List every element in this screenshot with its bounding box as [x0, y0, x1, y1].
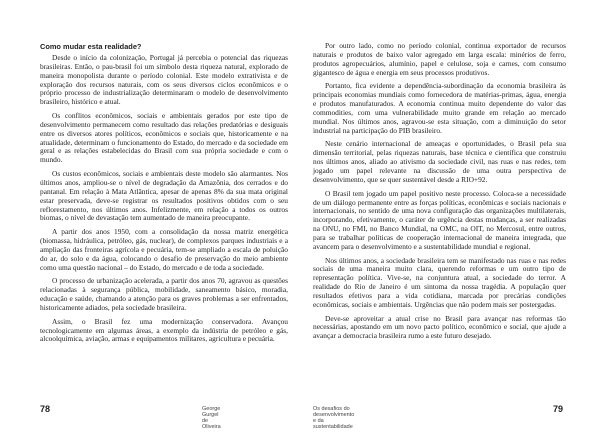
section-heading: Como mudar esta realidade? — [40, 42, 142, 51]
paragraph: Assim, o Brasil fez uma modernização conservadora. Avançou tecnologicamente em algumas áreas, a exemplo da indústria de petróleo e gás, alcoolquímica, aviação, armas e equipamentos militares, agricultura e pecuária. — [40, 316, 288, 344]
paragraph: Os custos econômicos, sociais e ambientais deste modelo são alarmantes. Nos últimos anos, ampliou-se o nível de degradação da Amazônia, dos cerrados e do pantanal. Em relação à Mata Atlântica, apesar de apenas 8% da sua mata original estar preservada, deve-se registrar os resultados positivos obtidos com o seu reflorestamento, nos últimos anos. Infelizmente, em relação a todos os outros biomas, o nível de devastação tem aumentado de maneira preocupante. — [40, 169, 288, 223]
running-head-author: George Gurgel de Oliveira — [202, 406, 221, 430]
paragraph: Deve-se aproveitar a atual crise no Brasil para avançar nas reformas tão necessárias, apostando em um novo pacto político, econômico e social, que ajude a avançar a democracia brasileira rumo a este futuro desejado. — [313, 313, 566, 341]
paragraph: Por outro lado, como no período colonial, continua exportador de recursos naturais e produtos de baixo valor agregado em larga escala: minérios de ferro, produtos agropecuários, alumínio, papel e celulose, soja e carnes, com consumo gigantesco de água e energia em seus processos produtivos. — [313, 41, 566, 77]
paragraph: Neste cenário internacional de ameaças e oportunidades, o Brasil pela sua dimensão territorial, pelas riquezas naturais, base técnica e científica que construiu nos últimos anos, aliado ao ativismo da sociedade civil, nas ruas e nas redes, tem jogado um papel relevante na discussão de uma outra perspectiva de desenvolvimento, que se quer sustentável desde a RIO+92. — [313, 139, 566, 184]
paragraph: Portanto, fica evidente a dependência-subordinação da economia brasileira às principais economias mundiais como fornecedora de matérias-primas, água, energia e produtos manufaturados. A economia continua muito dependente do valor das commodities, com uma vulnerabilidade muito grande em relação ao mercado mundial. Nos últimos anos, agravou-se esta situação, com a diminuição do setor industrial na participação do PIB brasileiro. — [313, 81, 566, 135]
right-text-column — [313, 42, 566, 346]
paragraph: Os conflitos econômicos, sociais e ambientais gerados por este tipo de desenvolvimento permanecem como resultado das relações predatórias e desiguais entre os diversos atores políticos, econômicos e sociais que, historicamente e na atualidade, determinam o funcionamento do Estado, do mercado e da sociedade em geral e as relações estabelecidas do Brasil com sua própria sociedade e com o mundo. — [40, 111, 288, 165]
page-number-left: 78 — [40, 404, 51, 414]
running-head-title: Os desafios do desenvolvimento e da sustentabilidade — [313, 406, 355, 430]
paragraph: O Brasil tem jogado um papel positivo neste processo. Coloca-se a necessidade de um diálogo permanente entre as forças políticas, econômicas e sociais nacionais e internacionais, no sentido de uma nova configuração das organizações multilaterais, incorporando, efetivamente, o caráter de urgência destas mudanças, a ser realizadas na ONU, no FMI, no Banco Mundial, na OMC, na OIT, no Mercosul, entre outros, para se trabalhar políticas de cooperação internacional de maneira integrada, que avancem para o desenvolvimento e a sustentabilidade mundial e regional. — [313, 188, 566, 251]
left-text-column — [40, 42, 288, 349]
paragraph: O processo de urbanização acelerada, a partir dos anos 70, agravou as questões relacionadas à segurança pública, mobilidade, saneamento básico, moradia, educação e saúde, chamando a atenção para os graves problemas a ser enfrentados, historicamente adiados, pela sociedade brasileira. — [40, 276, 288, 312]
paragraph: Nos últimos anos, a sociedade brasileira tem se manifestado nas ruas e nas redes sociais de uma maneira muito clara, querendo reformas e um outro tipo de representação política. Vive-se, na conjuntura atual, a sociedade do terror. A realidade do Rio de Janeiro é um sintoma da nossa tragédia. A população quer resultados efetivos para a vida cotidiana, marcada por precárias condições econômicas, sociais e ambientais. Urgências que não podem mais ser postergadas. — [313, 255, 566, 309]
paragraph: Desde o início da colonização, Portugal já percebia o potencial das riquezas brasileiras. Então, o pau-brasil foi um símbolo desta riqueza natural, explorado de maneira monopolista durante o período colonial. Este modelo extrativista e de exploração dos recursos naturais, com os seus diversos ciclos econômicos e o próprio processo de industrialização determinaram o modelo de desenvolvimento brasileiro, histórico e atual. — [40, 53, 288, 107]
paragraph: A partir dos anos 1950, com a consolidação da nossa matriz energética (biomassa, hidráulica, petróleo, gás, nuclear), de complexos parques industriais e a ampliação das fronteiras agrícola e pecuária, tem-se ampliado a escala de poluição do ar, do solo e da água, colocando o desafio de preservação do meio ambiente como uma questão nacional – do Estado, do mercado e de toda a sociedade. — [40, 227, 288, 272]
page-number-right: 79 — [553, 404, 564, 414]
